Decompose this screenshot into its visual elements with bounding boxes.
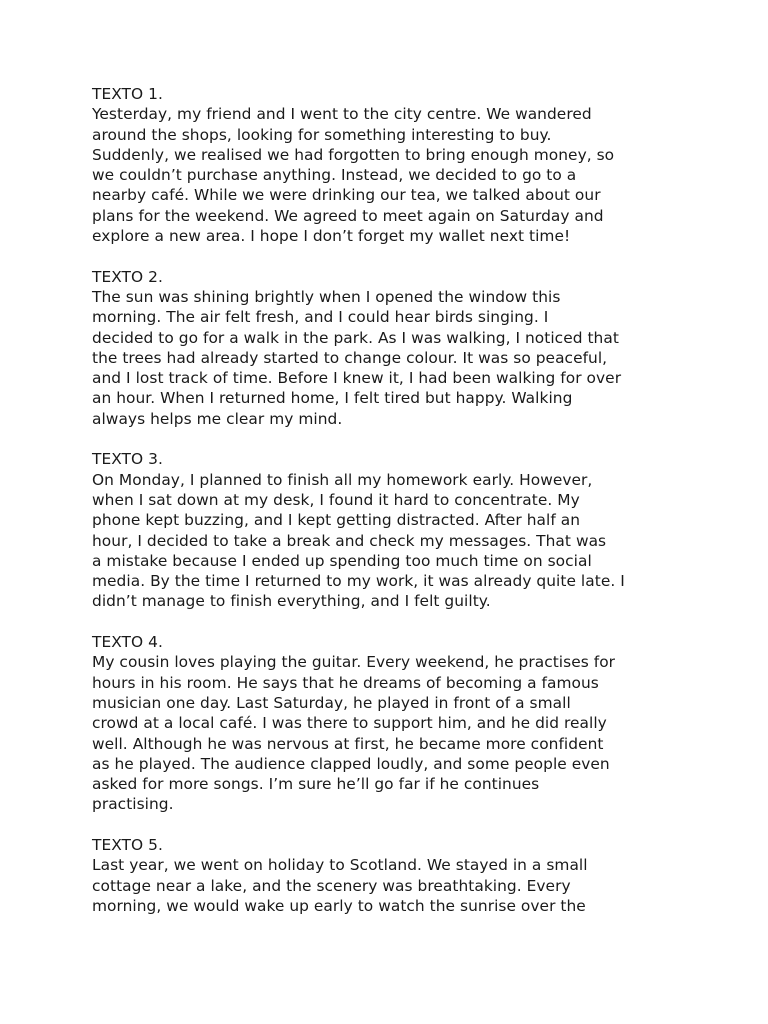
section-heading: TEXTO 2. (92, 267, 163, 286)
paragraph-line: The sun was shining brightly when I opened the window this (92, 287, 561, 306)
paragraph-line: Yesterday, my friend and I went to the city centre. We wandered (92, 105, 592, 124)
paragraph-line: a mistake because I ended up spending too much time on social (92, 551, 592, 570)
paragraph-line: hours in his room. He says that he dreams of becoming a famous (92, 673, 599, 692)
paragraph-line: Last year, we went on holiday to Scotland. We stayed in a small (92, 856, 588, 875)
paragraph-line: plans for the weekend. We agreed to meet again on Saturday and (92, 206, 604, 225)
paragraph-line: decided to go for a walk in the park. As I was walking, I noticed that (92, 328, 619, 347)
paragraph-line: well. Although he was nervous at first, he became more confident (92, 734, 604, 753)
text-section-5 (92, 835, 692, 916)
document-page (92, 84, 692, 936)
paragraph-line: didn’t manage to finish everything, and I felt guilty. (92, 592, 491, 611)
text-section-1 (92, 84, 692, 246)
paragraph-line: morning, we would wake up early to watch the sunrise over the (92, 896, 586, 915)
section-paragraph (92, 652, 692, 814)
paragraph-line: hour, I decided to take a break and check my messages. That was (92, 531, 607, 550)
paragraph-line: asked for more songs. I’m sure he’ll go far if he continues (92, 775, 540, 794)
section-paragraph (92, 470, 692, 612)
paragraph-line: phone kept buzzing, and I kept getting distracted. After half an (92, 511, 581, 530)
paragraph-line: media. By the time I returned to my work, it was already quite late. I (92, 572, 625, 591)
paragraph-line: practising. (92, 795, 174, 814)
text-section-2 (92, 267, 692, 429)
section-heading: TEXTO 4. (92, 633, 163, 652)
section-paragraph (92, 104, 692, 246)
paragraph-line: morning. The air felt fresh, and I could hear birds singing. I (92, 308, 549, 327)
paragraph-line: cottage near a lake, and the scenery was breathtaking. Every (92, 876, 571, 895)
paragraph-line: always helps me clear my mind. (92, 409, 343, 428)
paragraph-line: an hour. When I returned home, I felt tired but happy. Walking (92, 389, 573, 408)
section-heading: TEXTO 3. (92, 450, 163, 469)
paragraph-line: Suddenly, we realised we had forgotten to bring enough money, so (92, 145, 615, 164)
paragraph-line: as he played. The audience clapped loudly, and some people even (92, 754, 610, 773)
paragraph-line: On Monday, I planned to finish all my homework early. However, (92, 470, 593, 489)
section-paragraph (92, 287, 692, 429)
paragraph-line: nearby café. While we were drinking our tea, we talked about our (92, 186, 601, 205)
paragraph-line: explore a new area. I hope I don’t forget my wallet next time! (92, 227, 571, 246)
paragraph-line: when I sat down at my desk, I found it hard to concentrate. My (92, 490, 580, 509)
paragraph-line: musician one day. Last Saturday, he played in front of a small (92, 693, 571, 712)
section-heading: TEXTO 1. (92, 85, 163, 103)
paragraph-line: we couldn’t purchase anything. Instead, we decided to go to a (92, 166, 577, 185)
text-section-4 (92, 632, 692, 815)
paragraph-line: around the shops, looking for something interesting to buy. (92, 125, 552, 144)
paragraph-line: crowd at a local café. I was there to support him, and he did really (92, 714, 607, 733)
paragraph-line: My cousin loves playing the guitar. Every weekend, he practises for (92, 653, 616, 672)
paragraph-line: and I lost track of time. Before I knew it, I had been walking for over (92, 369, 622, 388)
section-paragraph (92, 855, 692, 916)
text-section-3 (92, 449, 692, 611)
paragraph-line: the trees had already started to change colour. It was so peaceful, (92, 348, 608, 367)
section-heading: TEXTO 5. (92, 835, 163, 854)
